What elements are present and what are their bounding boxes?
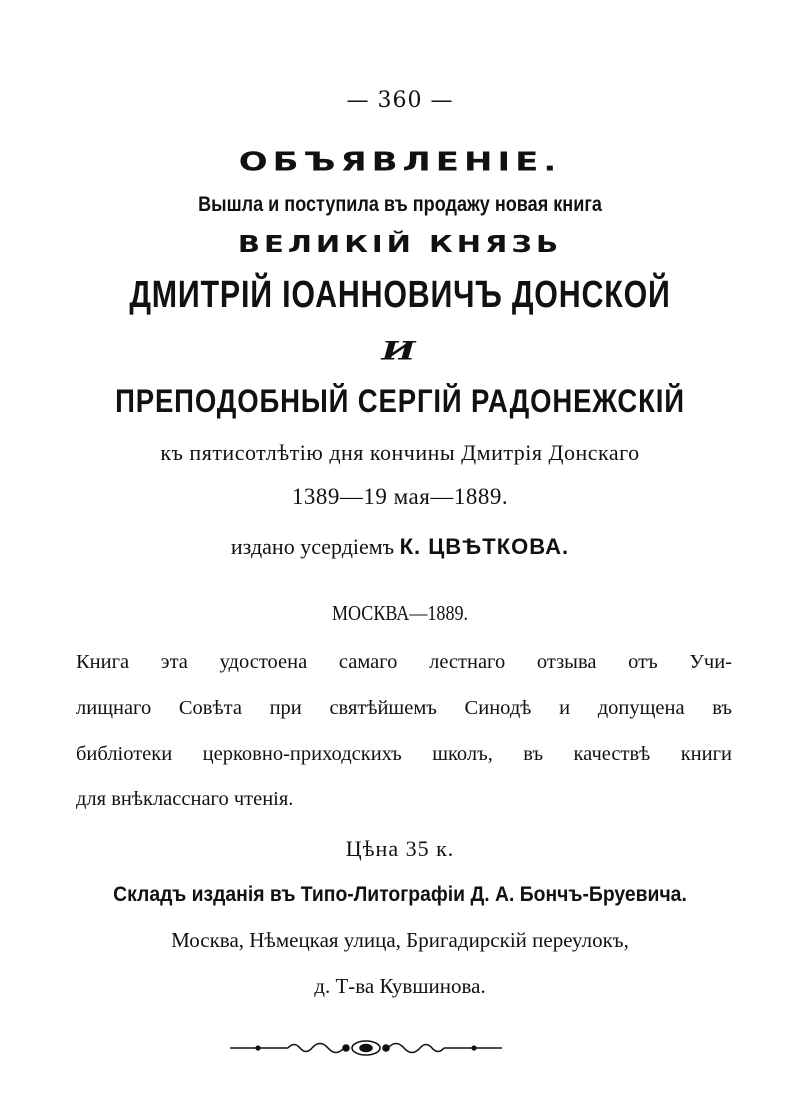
decorative-ornament-rule-icon (228, 1036, 504, 1060)
book-title-line-2: ДМИТРІЙ ІОАННОВИЧЪ ДОНСКОЙ (129, 274, 671, 316)
store-info: Складъ изданія въ Типо-Литографіи Д. А. Бончъ-Бруевича. (113, 882, 687, 906)
book-dates: 1389—19 мая—1889. (291, 484, 509, 509)
page-number: — 360 — (346, 88, 454, 113)
announcement-title: ОБЪЯВЛЕНІЕ. (238, 147, 562, 177)
description-line: Книга эта удостоена самаго лестнаго отзыва отъ Учи- (76, 651, 732, 673)
description-line: для внѣкласснаго чтенія. (76, 788, 294, 810)
publisher-line (0, 534, 800, 560)
publication-city-year: МОСКВА—1889. (331, 601, 469, 625)
book-occasion: къ пятисотлѣтію дня кончины Дмитрія Донскаго (160, 440, 640, 465)
publisher-name: К. ЦВѢТКОВА. (399, 534, 570, 559)
publisher-prefix: издано усердіемъ (230, 534, 395, 559)
description-line: лищнаго Совѣта при святѣйшемъ Синодѣ и допущена въ (76, 697, 732, 719)
description-line: библіотеки церковно-приходскихъ школъ, въ качествѣ книги (76, 743, 732, 765)
announcement-subtitle: Вышла и поступила въ продажу новая книга (198, 193, 602, 216)
book-title-line-3: ПРЕПОДОБНЫЙ СЕРГІЙ РАДОНЕЖСКІЙ (115, 383, 685, 419)
book-title-line-1: ВЕЛИКІЙ КНЯЗЬ (237, 230, 563, 258)
book-title-conjunction: И (381, 336, 419, 366)
book-price: Цѣна 35 к. (345, 836, 455, 861)
store-address-line-1: Москва, Нѣмецкая улица, Бригадирскій переулокъ, (171, 928, 629, 952)
store-address-line-2: д. Т-ва Кувшинова. (314, 974, 486, 998)
